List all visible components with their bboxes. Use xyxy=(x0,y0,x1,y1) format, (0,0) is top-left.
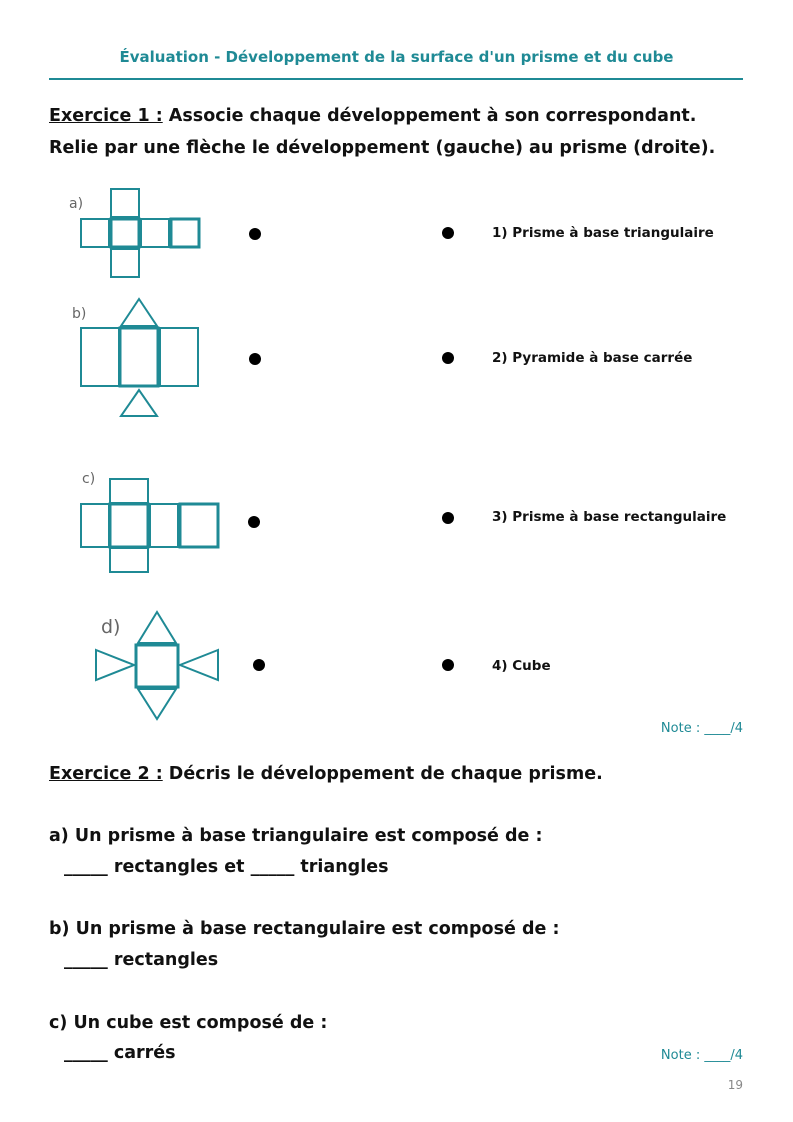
option-cube: 4) Cube xyxy=(492,658,551,674)
net-d-connector-dot[interactable] xyxy=(253,659,265,671)
option-rectangular-prism: 3) Prisme à base rectangulaire xyxy=(492,509,727,525)
exercise-1-instruction: Associe chaque développement à son correspondant. xyxy=(162,106,697,126)
rectangular-prism-net-icon xyxy=(78,476,222,576)
answer-b[interactable]: _____ rectangles xyxy=(64,950,219,970)
cube-cross-net-icon xyxy=(78,186,202,280)
header-divider xyxy=(49,78,743,80)
triangular-prism-net-icon xyxy=(78,296,202,420)
net-b-connector-dot[interactable] xyxy=(249,353,261,365)
net-a-connector-dot[interactable] xyxy=(249,228,261,240)
exercise-1-prefix: Exercice 1 : xyxy=(49,106,163,126)
option-triangular-prism: 1) Prisme à base triangulaire xyxy=(492,225,714,241)
exercise-1-title xyxy=(49,106,696,126)
question-a: a) Un prisme à base triangulaire est composé de : xyxy=(49,826,543,846)
exercise-1-instruction-line2: Relie par une flèche le développement (gauche) au prisme (droite). xyxy=(49,138,716,158)
net-b-label: b) xyxy=(72,306,87,322)
question-b: b) Un prisme à base rectangulaire est composé de : xyxy=(49,919,560,939)
net-a-label: a) xyxy=(69,196,84,212)
net-c-connector-dot[interactable] xyxy=(248,516,260,528)
exercise-2-instruction: Décris le développement de chaque prisme. xyxy=(162,764,603,784)
option-2-connector-dot[interactable] xyxy=(442,352,454,364)
exercise-2-score: Note : ____/4 xyxy=(660,1048,743,1063)
exercise-2-prefix: Exercice 2 : xyxy=(49,764,163,784)
option-4-connector-dot[interactable] xyxy=(442,659,454,671)
net-c-label: c) xyxy=(82,471,96,487)
answer-a[interactable]: _____ rectangles et _____ triangles xyxy=(64,857,389,877)
square-pyramid-net-icon xyxy=(92,608,222,722)
page-number: 19 xyxy=(727,1078,743,1092)
net-d-label: d) xyxy=(101,616,121,638)
exercise-1-score: Note : ____/4 xyxy=(660,721,743,736)
option-3-connector-dot[interactable] xyxy=(442,512,454,524)
question-c: c) Un cube est composé de : xyxy=(49,1013,328,1033)
page-header: Évaluation - Développement de la surface d'un prisme et du cube xyxy=(119,48,674,66)
option-square-pyramid: 2) Pyramide à base carrée xyxy=(492,350,693,366)
option-1-connector-dot[interactable] xyxy=(442,227,454,239)
exercise-2-title xyxy=(49,764,603,784)
answer-c[interactable]: _____ carrés xyxy=(64,1043,176,1063)
